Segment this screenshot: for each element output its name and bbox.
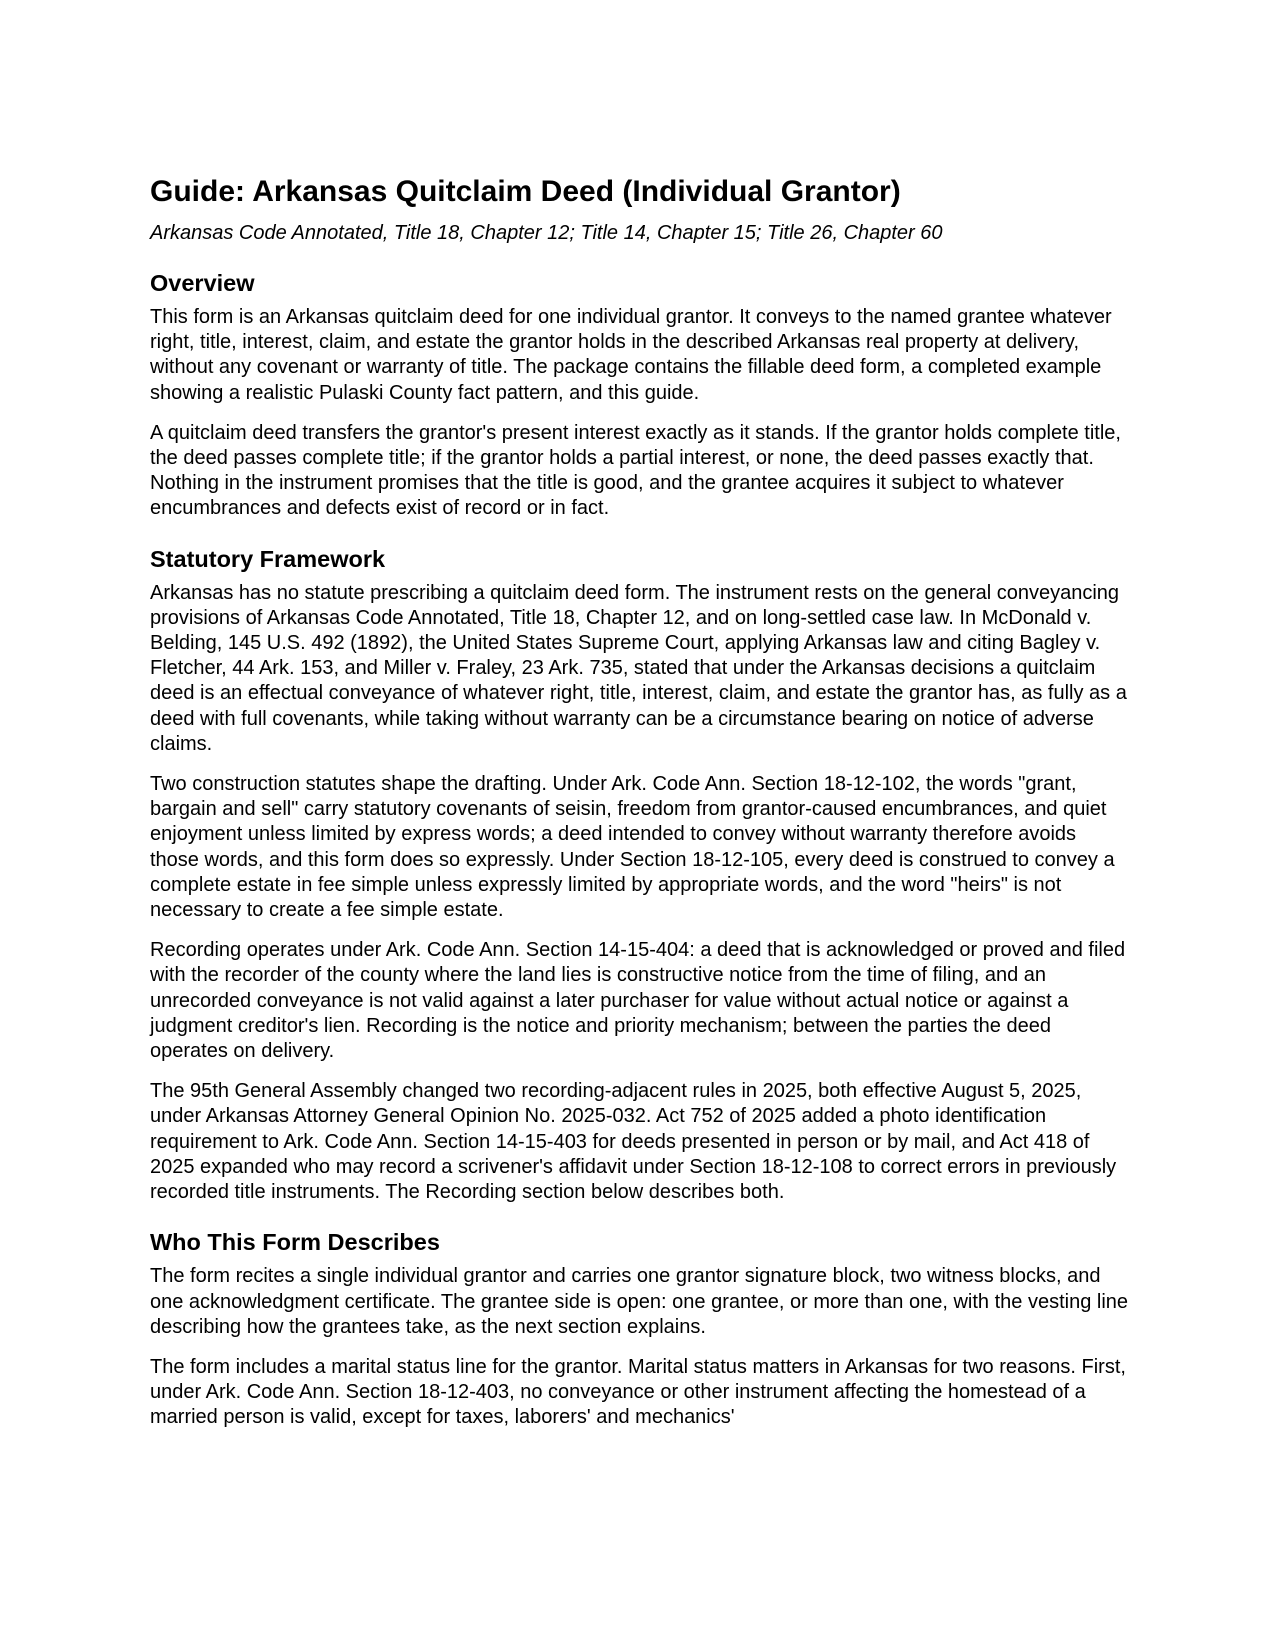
section-who-this-form-describes [150,1227,1130,1430]
section-overview [150,268,1130,522]
paragraph: Recording operates under Ark. Code Ann. Section 14-15-404: a deed that is acknowledged or proved and filed with the recorder of the county where the land lies is constructive notice from the time of filing, and an unrecorded conveyance is not valid against a later purchaser for value without actual notice or against a judgment creditor's lien. Recording is the notice and priority mechanism; between the parties the deed operates on delivery. [150,939,1126,1063]
document-page [150,172,1130,1431]
section-heading: Overview [150,270,255,296]
section-heading: Statutory Framework [150,545,386,572]
page-subtitle: Arkansas Code Annotated, Title 18, Chapter 12; Title 14, Chapter 15; Title 26, Chapter 60 [150,222,943,244]
paragraph: A quitclaim deed transfers the grantor's present interest exactly as it stands. If the grantor holds complete title, the deed passes complete title; if the grantor holds a partial interest, or none, the deed passes exactly that. Nothing in the instrument promises that the title is good, and the grantee acquires it subject to whatever encumbrances and defects exist of record or in fact. [150,421,1121,520]
paragraph: Two construction statutes shape the drafting. Under Ark. Code Ann. Section 18-12-102, the words "grant, bargain and sell" carry statutory covenants of seisin, freedom from grantor-caused encumbrances, and quiet enjoyment unless limited by express words; a deed intended to convey without warranty therefore avoids those words, and this form does so expressly. Under Section 18-12-105, every deed is construed to convey a complete estate in fee simple unless expressly limited by appropriate words, and the word "heirs" is not necessary to create a fee simple estate. [150,773,1115,922]
paragraph: Arkansas has no statute prescribing a quitclaim deed form. The instrument rests on the general conveyancing provisions of Arkansas Code Annotated, Title 18, Chapter 12, and on long-settled case law. In McDonald v. Belding, 145 U.S. 492 (1892), the United States Supreme Court, applying Arkansas law and citing Bagley v. Fletcher, 44 Ark. 153, and Miller v. Fraley, 23 Ark. 735, stated that under the Arkansas decisions a quitclaim deed is an effectual conveyance of whatever right, title, interest, claim, and estate the grantor has, as fully as a deed with full covenants, while taking without warranty can be a circumstance bearing on notice of adverse claims. [150,581,1127,755]
paragraph: The form recites a single individual grantor and carries one grantor signature block, two witness blocks, and one acknowledgment certificate. The grantee side is open: one grantee, or more than one, with the vesting line describing how the grantees take, as the next section explains. [150,1265,1129,1338]
section-heading: Who This Form Describes [150,1229,440,1256]
paragraph: The form includes a marital status line for the grantor. Marital status matters in Arkansas for two reasons. First, under Ark. Code Ann. Section 18-12-403, no conveyance or other instrument affecting the homestead of a married person is valid, except for taxes, laborers' and mechanics' [150,1355,1126,1429]
page-title: Guide: Arkansas Quitclaim Deed (Individual Grantor) [150,175,901,208]
section-statutory-framework [150,544,1130,1206]
paragraph: This form is an Arkansas quitclaim deed for one individual grantor. It conveys to the named grantee whatever right, title, interest, claim, and estate the grantor holds in the described Arkansas real property at delivery, without any covenant or warranty of title. The package contains the fillable deed form, a completed example showing a realistic Pulaski County fact pattern, and this guide. [150,306,1112,404]
paragraph: The 95th General Assembly changed two recording-adjacent rules in 2025, both effective August 5, 2025, under Arkansas Attorney General Opinion No. 2025-032. Act 752 of 2025 added a photo identification requirement to Ark. Code Ann. Section 14-15-403 for deeds presented in person or by mail, and Act 418 of 2025 expanded who may record a scrivener's affidavit under Section 18-12-108 to correct errors in previously recorded title instruments. The Recording section below describes both. [150,1080,1117,1204]
